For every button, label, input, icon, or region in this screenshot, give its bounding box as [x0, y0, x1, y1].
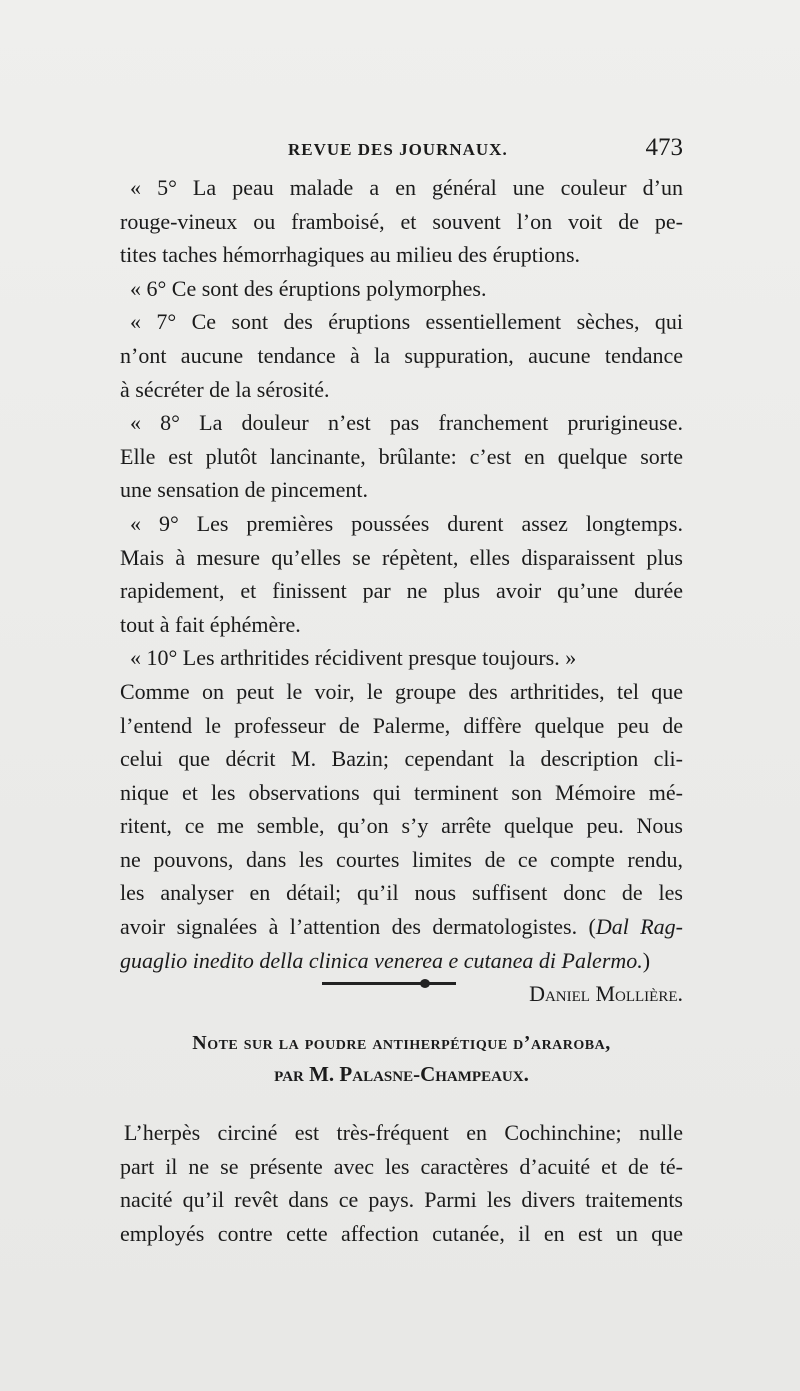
text-line: celui que décrit M. Bazin; cependant la description cli-	[120, 746, 683, 772]
text-line: nique et les observations qui terminent son Mémoire mé-	[120, 779, 683, 805]
text-line: Mais à mesure qu’elles se répètent, elles disparaissent plus	[120, 544, 683, 570]
citation-text: avoir signalées à l’attention des dermatologistes. (	[120, 914, 596, 940]
running-title: REVUE DES JOURNAUX.	[288, 140, 508, 159]
citation-close: )	[642, 947, 651, 973]
text-line: « 6° Ce sont des éruptions polymorphes.	[130, 275, 487, 301]
text-line: tout à fait éphémère.	[120, 611, 301, 637]
text-line: rapidement, et finissent par ne plus avoir qu’une durée	[120, 578, 683, 604]
section-byline: par M. Palasne-Champeaux.	[274, 1062, 529, 1086]
text-line: l’entend le professeur de Palerme, diffère quelque peu de	[120, 712, 683, 738]
text-line: Elle est plutôt lancinante, brûlante: c’est en quelque sorte	[120, 443, 683, 469]
page-header	[120, 134, 683, 164]
text-line: L’herpès circiné est très-fréquent en Cochinchine; nulle	[124, 1120, 683, 1145]
text-line: employés contre cette affection cutanée, il en est un que	[120, 1220, 683, 1246]
text-line: « 10° Les arthritides récidivent presque toujours. »	[130, 645, 577, 671]
text-line: rouge-vineux ou framboisé, et souvent l’on voit de pe-	[120, 208, 683, 234]
text-line: les analyser en détail; qu’il nous suffisent donc de les	[120, 880, 683, 906]
text-line: une sensation de pincement.	[120, 477, 369, 503]
page-number: 473	[645, 134, 683, 161]
section-title: Note sur la poudre antiherpétique d’araroba,	[192, 1032, 611, 1054]
text-line-citation	[120, 944, 683, 978]
citation-title: guaglio inedito della clinica venerea e cutanea di Palermo.	[120, 947, 643, 973]
section-body	[120, 1116, 683, 1250]
text-line-citation	[120, 910, 683, 944]
text-line: ritent, ce me semble, qu’on s’y arrête quelque peu. Nous	[120, 813, 683, 839]
section-divider	[322, 982, 456, 985]
text-line: « 7° Ce sont des éruptions essentiellement sèches, qui	[130, 309, 683, 335]
text-line: part il ne se présente avec les caractères d’acuité et de té-	[120, 1153, 683, 1179]
text-line: à sécréter de la sérosité.	[120, 376, 330, 402]
author-signature: Daniel Mollière.	[529, 981, 683, 1007]
article-text	[120, 171, 683, 1011]
section-divider-ornament	[420, 979, 430, 988]
text-line: nacité qu’il revêt dans ce pays. Parmi les divers traitements	[120, 1187, 683, 1213]
text-line: « 9° Les premières poussées durent assez longtemps.	[130, 510, 683, 536]
text-line: n’ont aucune tendance à la suppuration, aucune tendance	[120, 342, 683, 368]
text-line: « 5° La peau malade a en général une couleur d’un	[130, 175, 683, 200]
text-line: Comme on peut le voir, le groupe des arthritides, tel que	[120, 678, 683, 704]
text-line: « 8° La douleur n’est pas franchement prurigineuse.	[130, 410, 683, 436]
text-line: ne pouvons, dans les courtes limites de ce compte rendu,	[120, 846, 683, 872]
text-line: tites taches hémorrhagiques au milieu des éruptions.	[120, 242, 581, 268]
citation-title: Dal Rag-	[595, 914, 684, 940]
